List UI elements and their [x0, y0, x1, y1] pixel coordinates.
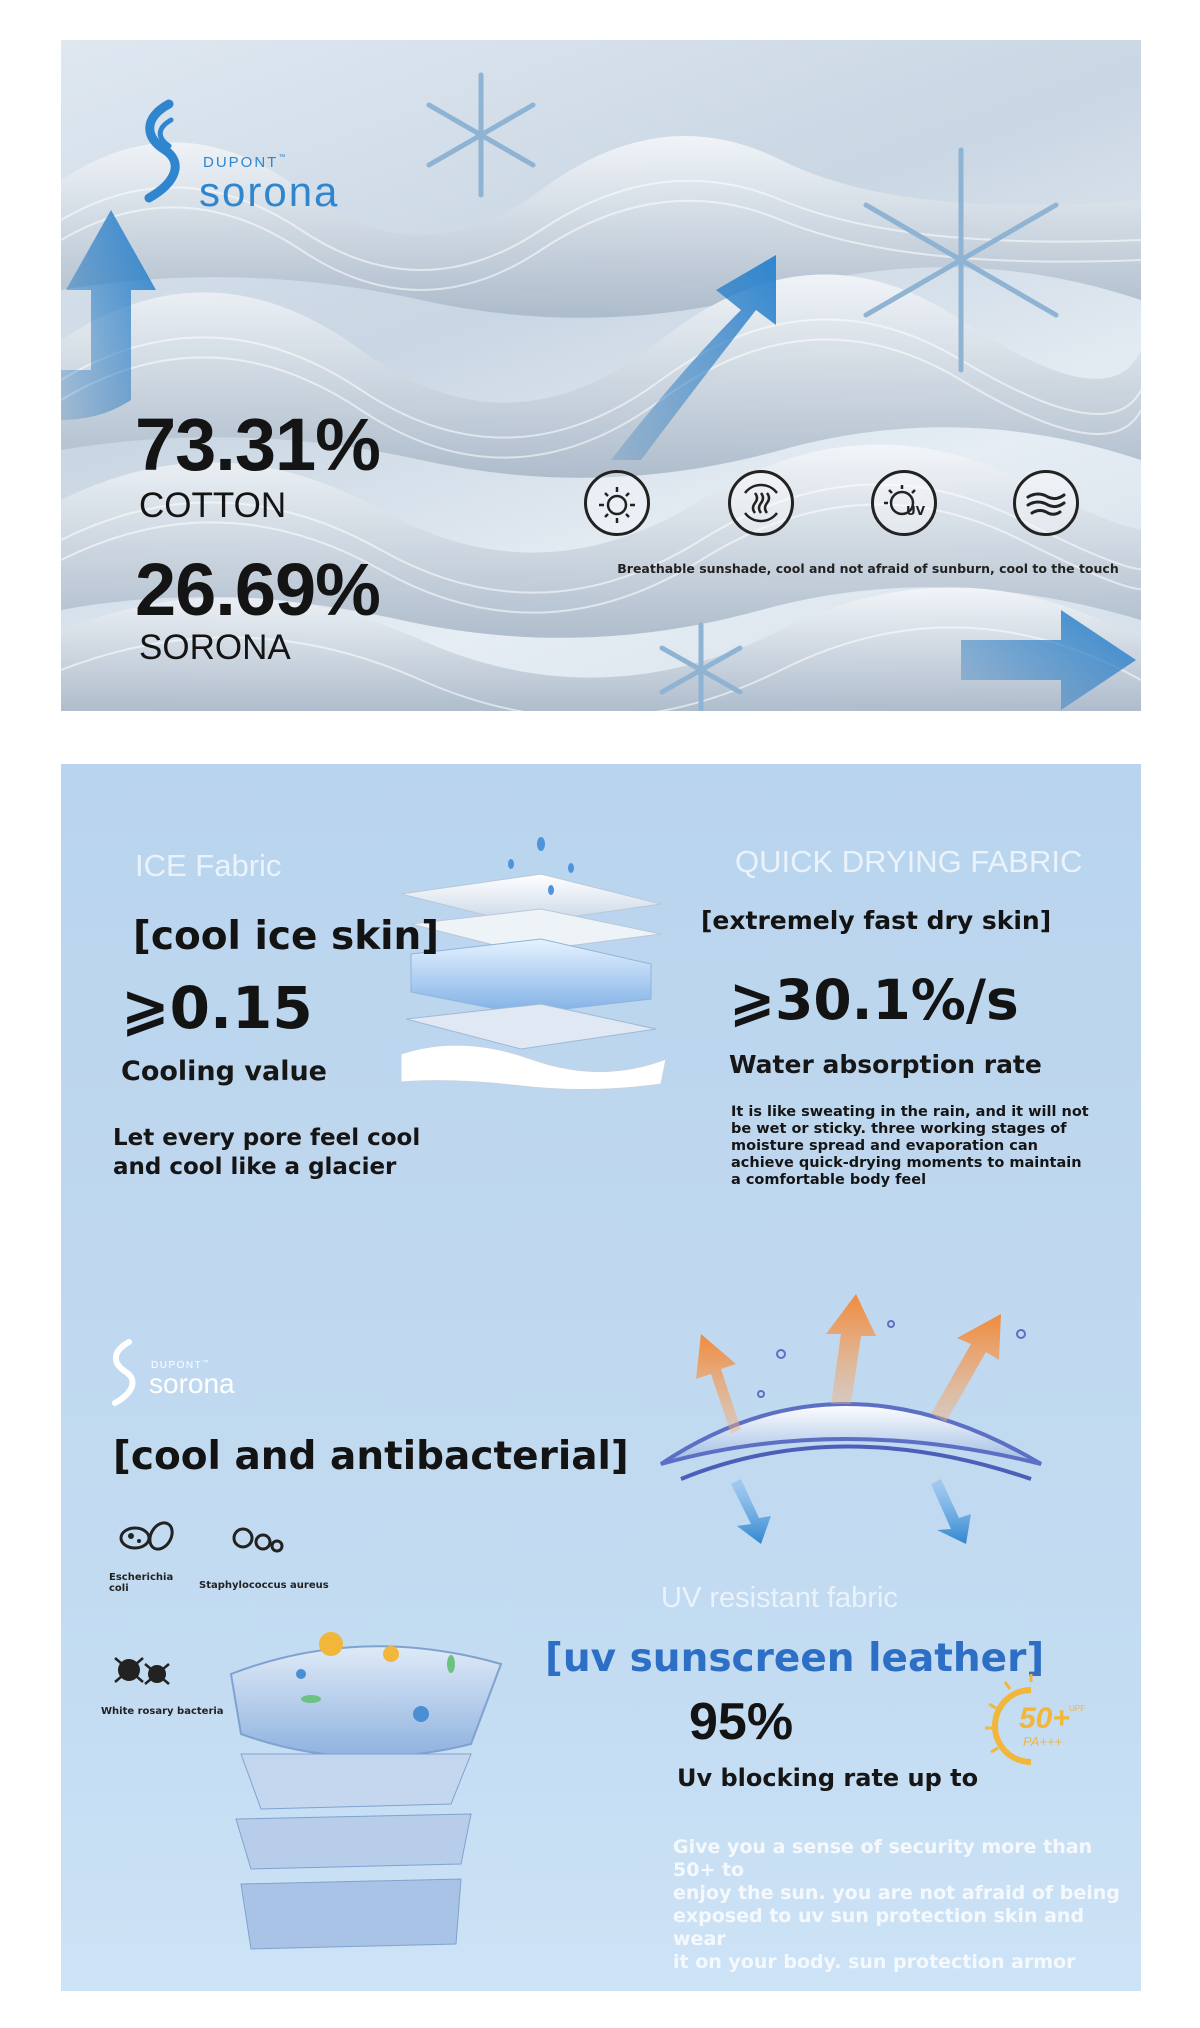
staphylococcus-aureus-icon	[227, 1520, 287, 1564]
quick-description-line: achieve quick-drying moments to maintain	[731, 1155, 1082, 1171]
feature-caption: Breathable sunshade, cool and not afraid of sunburn, cool to the touch	[617, 561, 1119, 576]
upf-text: UPF	[1069, 1704, 1085, 1713]
ice-description-line: Let every pore feel cool	[113, 1125, 421, 1151]
upf-50-badge	[981, 1670, 1091, 1780]
brand-name: sorona	[199, 168, 340, 215]
quick-description-line: It is like sweating in the rain, and it will not	[731, 1104, 1089, 1120]
quick-drying-section-title: QUICK DRYING FABRIC	[735, 844, 1083, 879]
dupont-sorona-logo	[135, 98, 355, 215]
white-rosary-bacteria-icon	[111, 1650, 181, 1694]
staphylococcus-aureus-label: Staphylococcus aureus	[199, 1580, 329, 1591]
cotton-percentage: 73.31%	[135, 403, 380, 486]
uv-description	[673, 1836, 1141, 1974]
escherichia-coli-icon	[117, 1516, 177, 1560]
uv-resistant-section-title: UV resistant fabric	[661, 1582, 898, 1614]
features-panel	[61, 764, 1141, 1991]
water-absorption-rate-label: Water absorption rate	[729, 1050, 1042, 1079]
cool-ice-skin-heading: [cool ice skin]	[133, 914, 440, 959]
fast-dry-skin-heading: [extremely fast dry skin]	[701, 906, 1052, 935]
cooling-value: ⩾0.15	[121, 974, 313, 1042]
hero-panel	[61, 40, 1141, 711]
uv-blocking-value: 95%	[689, 1693, 794, 1751]
sunshade-icon	[584, 470, 650, 536]
cotton-label: COTTON	[139, 486, 287, 525]
breathable-icon	[728, 470, 794, 536]
ice-fabric-section-title: ICE Fabric	[135, 848, 282, 883]
uv-description-line: Give you a sense of security more than 50+ to	[673, 1836, 1093, 1881]
uv-sunscreen-heading: [uv sunscreen leather]	[545, 1636, 1045, 1681]
uv-arched-fabric-illustration	[641, 1264, 1101, 1544]
uv-icon	[871, 470, 937, 536]
uv-description-line: exposed to uv sun protection skin and wear	[673, 1905, 1085, 1950]
escherichia-coli-label: Escherichia coli	[109, 1572, 174, 1594]
quick-description-line: a comfortable body feel	[731, 1172, 927, 1188]
quick-drying-description	[731, 1104, 1089, 1189]
brand-tm: ™	[278, 154, 288, 161]
quick-description-line: moisture spread and evaporation can	[731, 1138, 1038, 1154]
sorona-percentage: 26.69%	[135, 548, 380, 631]
ice-description-line: and cool like a glacier	[113, 1154, 397, 1180]
sorona-label: SORONA	[139, 628, 291, 667]
dupont-sorona-logo-small	[105, 1338, 305, 1408]
uv-description-line: it on your body. sun protection armor	[673, 1951, 1076, 1973]
brand-top: DUPONT	[203, 154, 279, 171]
brand-top-small: DUPONT	[151, 1360, 203, 1371]
quick-description-line: be wet or sticky. three working stages of	[731, 1121, 1067, 1137]
sorona-s-mark-icon	[105, 1338, 139, 1408]
water-absorption-rate-value: ⩾30.1%/s	[729, 968, 1019, 1032]
antibacterial-heading: [cool and antibacterial]	[113, 1434, 629, 1479]
svg-text:UV: UV	[906, 504, 926, 518]
ice-description	[113, 1124, 420, 1182]
sorona-s-mark-icon	[135, 98, 185, 208]
antibacterial-layers-illustration	[221, 1604, 521, 1974]
wind-icon	[1013, 470, 1079, 536]
brand-name-small: sorona	[149, 1368, 235, 1399]
cooling-value-label: Cooling value	[121, 1056, 327, 1087]
white-rosary-bacteria-label: White rosary bacteria	[101, 1706, 224, 1717]
upf-main: 50+	[1019, 1702, 1070, 1735]
uv-blocking-label: Uv blocking rate up to	[677, 1764, 979, 1792]
brand-tm-small: ™	[202, 1360, 210, 1366]
cooling-layers-illustration	[401, 824, 701, 1124]
uv-description-line: enjoy the sun. you are not afraid of being	[673, 1882, 1120, 1904]
upf-sub: PA+++	[1023, 1734, 1063, 1749]
